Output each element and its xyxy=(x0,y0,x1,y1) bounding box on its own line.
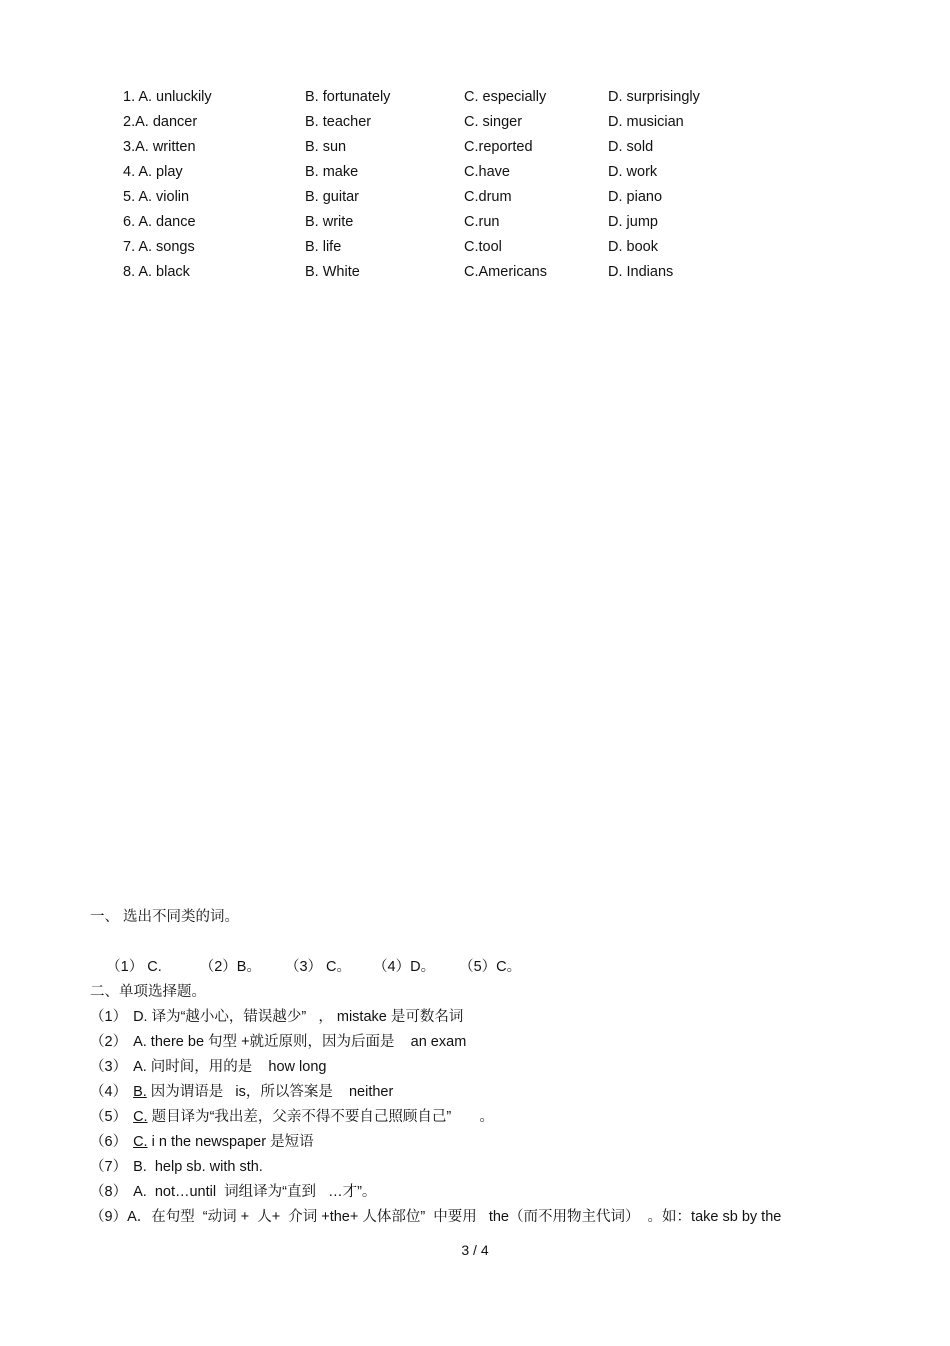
section-two xyxy=(90,980,781,1230)
item-number: （9） xyxy=(90,1209,128,1225)
option-a: 6. A. dance xyxy=(123,214,196,230)
explanation-item xyxy=(90,1130,781,1155)
option-a: 4. A. play xyxy=(123,164,183,180)
option-a: 3.A. written xyxy=(123,139,196,155)
option-row xyxy=(123,86,748,111)
option-d: D. book xyxy=(608,239,658,255)
answer-4: （4）D。 xyxy=(373,959,436,975)
option-d: D. piano xyxy=(608,189,663,205)
item-number: （7） xyxy=(90,1159,128,1175)
item-answer-letter: C. xyxy=(133,1134,148,1150)
explanation-item xyxy=(90,1105,781,1130)
item-explanation: 因为谓语是 is，所以答案是 neither xyxy=(146,1084,394,1100)
option-row xyxy=(123,111,748,136)
option-d: D. surprisingly xyxy=(608,89,700,105)
option-c: C.have xyxy=(464,164,510,180)
item-explanation: 译为“越小心，错误越少” ， mistake 是可数名词 xyxy=(147,1009,464,1025)
option-d: D. work xyxy=(608,164,658,180)
section-two-items xyxy=(90,1005,781,1230)
item-number: （1） xyxy=(90,1009,128,1025)
answer-3: （3） C。 xyxy=(284,959,352,975)
option-a: 1. A. unluckily xyxy=(123,89,212,105)
item-answer-letter: C. xyxy=(133,1109,148,1125)
option-row xyxy=(123,261,748,286)
option-d: D. Indians xyxy=(608,264,674,280)
option-b: B. life xyxy=(305,239,342,255)
option-c: C.tool xyxy=(464,239,502,255)
explanation-item xyxy=(90,1030,781,1055)
item-explanation: 问时间，用的是 how long xyxy=(146,1059,327,1075)
item-answer-letter: B. xyxy=(133,1084,147,1100)
option-b: B. teacher xyxy=(305,114,372,130)
section-one-answers xyxy=(90,930,522,975)
options-table-body xyxy=(123,86,748,286)
item-number: （5） xyxy=(90,1109,128,1125)
item-answer-letter: A. xyxy=(133,1059,147,1075)
option-a: 2.A. dancer xyxy=(123,114,198,130)
option-b: B. make xyxy=(305,164,359,180)
option-b: B. write xyxy=(305,214,354,230)
option-a: 7. A. songs xyxy=(123,239,195,255)
option-row xyxy=(123,186,748,211)
options-table xyxy=(123,86,748,286)
explanation-item xyxy=(90,1005,781,1030)
option-d: D. musician xyxy=(608,114,684,130)
option-c: C.run xyxy=(464,214,500,230)
explanation-item xyxy=(90,1080,781,1105)
option-row xyxy=(123,236,748,261)
item-number: （3） xyxy=(90,1059,128,1075)
option-c: C. especially xyxy=(464,89,547,105)
answer-1: （1） C. xyxy=(106,959,162,975)
section-two-heading: 二、单项选择题。 xyxy=(90,984,206,1000)
option-row xyxy=(123,211,748,236)
option-c: C.reported xyxy=(464,139,533,155)
item-answer-letter: A. xyxy=(133,1184,147,1200)
option-a: 8. A. black xyxy=(123,264,190,280)
explanation-item xyxy=(90,1180,781,1205)
section-one xyxy=(90,905,522,975)
option-b: B. White xyxy=(305,264,360,280)
item-number: （8） xyxy=(90,1184,128,1200)
option-b: B. guitar xyxy=(305,189,359,205)
option-a: 5. A. violin xyxy=(123,189,190,205)
section-one-heading: 一、 选出不同类的词。 xyxy=(90,909,240,925)
item-explanation: i n the newspaper 是短语 xyxy=(147,1134,314,1150)
item-explanation: not…until 词组译为“直到 …才”。 xyxy=(146,1184,377,1200)
option-row xyxy=(123,161,748,186)
explanation-item xyxy=(90,1205,781,1230)
option-c: C.Americans xyxy=(464,264,547,280)
answer-5: （5）C。 xyxy=(459,959,522,975)
option-c: C. singer xyxy=(464,114,523,130)
option-b: B. sun xyxy=(305,139,347,155)
item-number: （2） xyxy=(90,1034,128,1050)
item-explanation: there be 句型 +就近原则，因为后面是 an exam xyxy=(146,1034,467,1050)
explanation-item xyxy=(90,1155,781,1180)
item-explanation: help sb. with sth. xyxy=(146,1159,263,1175)
item-number: （4） xyxy=(90,1084,128,1100)
item-explanation: 题目译为“我出差，父亲不得不要自己照顾自己” 。 xyxy=(147,1109,494,1125)
item-answer-letter: B. xyxy=(133,1159,147,1175)
option-d: D. jump xyxy=(608,214,658,230)
explanation-item xyxy=(90,1055,781,1080)
page-number: 3 / 4 xyxy=(461,1242,489,1258)
option-row xyxy=(123,136,748,161)
option-b: B. fortunately xyxy=(305,89,391,105)
item-answer-letter: A. xyxy=(133,1034,147,1050)
item-answer-letter: A． xyxy=(127,1209,152,1225)
option-c: C.drum xyxy=(464,189,512,205)
option-d: D. sold xyxy=(608,139,654,155)
item-answer-letter: D. xyxy=(133,1009,148,1025)
item-number: （6） xyxy=(90,1134,128,1150)
item-explanation: 在句型 “动词 + 人+ 介词 +the+ 人体部位” 中要用 the（而不用物主代词） 。如：take sb by the xyxy=(151,1209,782,1225)
answer-2: （2）B。 xyxy=(199,959,261,975)
